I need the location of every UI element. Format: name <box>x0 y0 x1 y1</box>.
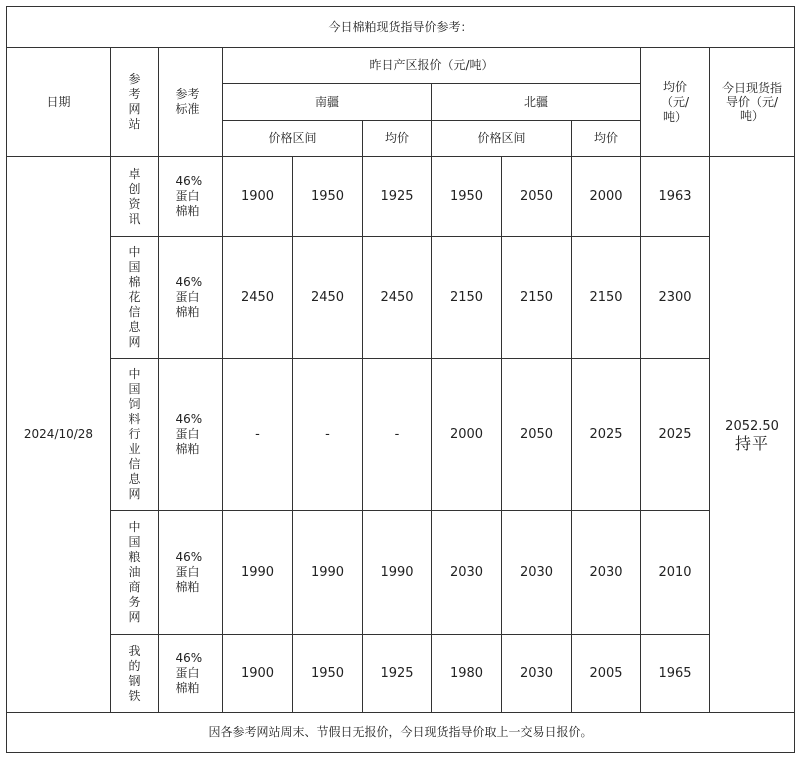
south-low-cell: - <box>223 359 293 511</box>
standard-cell: 46%蛋白棉粕 <box>159 511 223 635</box>
header-date: 日期 <box>7 48 111 157</box>
south-low-cell: 1900 <box>223 157 293 237</box>
site-cell: 中国粮油商务网 <box>111 511 159 635</box>
table-row <box>7 511 795 635</box>
today-price-status: 持平 <box>735 433 770 453</box>
standard-cell: 46%蛋白棉粕 <box>159 635 223 713</box>
avg-cell: 2010 <box>641 511 710 635</box>
header-today-guide-price: 今日现货指导价（元/吨） <box>710 48 795 157</box>
north-avg-cell: 2150 <box>572 237 641 359</box>
south-high-cell: 2450 <box>293 237 363 359</box>
header-north-average: 均价 <box>572 121 641 157</box>
north-avg-cell: 2000 <box>572 157 641 237</box>
table-footnote: 因各参考网站周末、节假日无报价，今日现货指导价取上一交易日报价。 <box>7 713 795 753</box>
south-avg-cell: - <box>363 359 432 511</box>
north-avg-cell: 2030 <box>572 511 641 635</box>
north-high-cell: 2150 <box>502 237 572 359</box>
price-table <box>6 6 795 753</box>
header-south-average: 均价 <box>363 121 432 157</box>
table-row <box>7 635 795 713</box>
header-north-price-range: 价格区间 <box>432 121 572 157</box>
north-low-cell: 1980 <box>432 635 502 713</box>
avg-cell: 1963 <box>641 157 710 237</box>
south-low-cell: 2450 <box>223 237 293 359</box>
site-cell: 中国饲料行业信息网 <box>111 359 159 511</box>
today-price-cell <box>710 157 795 713</box>
header-standard: 参考标准 <box>159 48 223 157</box>
south-avg-cell: 1990 <box>363 511 432 635</box>
north-low-cell: 2030 <box>432 511 502 635</box>
standard-cell: 46%蛋白棉粕 <box>159 157 223 237</box>
south-high-cell: 1950 <box>293 635 363 713</box>
south-high-cell: - <box>293 359 363 511</box>
site-cell: 我的钢铁 <box>111 635 159 713</box>
date-cell: 2024/10/28 <box>7 157 111 713</box>
north-avg-cell: 2005 <box>572 635 641 713</box>
avg-cell: 2300 <box>641 237 710 359</box>
south-low-cell: 1990 <box>223 511 293 635</box>
north-low-cell: 2150 <box>432 237 502 359</box>
north-high-cell: 2030 <box>502 635 572 713</box>
south-avg-cell: 1925 <box>363 635 432 713</box>
table-row <box>7 237 795 359</box>
north-low-cell: 2000 <box>432 359 502 511</box>
north-high-cell: 2050 <box>502 157 572 237</box>
header-south-xinjiang: 南疆 <box>223 84 432 121</box>
header-average: 均价（元/吨） <box>641 48 710 157</box>
header-site: 参考网站 <box>111 48 159 157</box>
avg-cell: 2025 <box>641 359 710 511</box>
standard-cell: 46%蛋白棉粕 <box>159 237 223 359</box>
south-high-cell: 1990 <box>293 511 363 635</box>
north-low-cell: 1950 <box>432 157 502 237</box>
header-south-price-range: 价格区间 <box>223 121 363 157</box>
south-high-cell: 1950 <box>293 157 363 237</box>
site-cell: 卓创资讯 <box>111 157 159 237</box>
header-yesterday-quote: 昨日产区报价（元/吨） <box>223 48 641 84</box>
north-avg-cell: 2025 <box>572 359 641 511</box>
south-avg-cell: 1925 <box>363 157 432 237</box>
south-low-cell: 1900 <box>223 635 293 713</box>
avg-cell: 1965 <box>641 635 710 713</box>
standard-cell: 46%蛋白棉粕 <box>159 359 223 511</box>
site-cell: 中国棉花信息网 <box>111 237 159 359</box>
today-price-value: 2052.50 <box>725 418 779 434</box>
table-row <box>7 157 795 237</box>
north-high-cell: 2030 <box>502 511 572 635</box>
header-north-xinjiang: 北疆 <box>432 84 641 121</box>
table-row <box>7 359 795 511</box>
table-caption: 今日棉粕现货指导价参考： <box>7 7 795 48</box>
south-avg-cell: 2450 <box>363 237 432 359</box>
north-high-cell: 2050 <box>502 359 572 511</box>
